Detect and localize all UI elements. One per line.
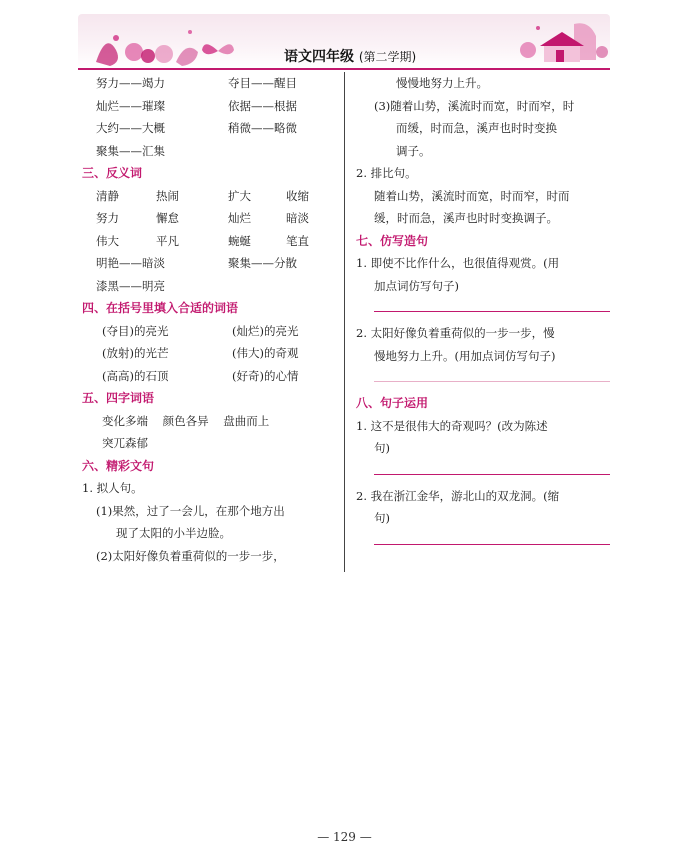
section-8-title: 八、句子运用 (356, 396, 429, 410)
synonym-pair: 大约——大概 (96, 121, 165, 135)
antonym-word: 清静 (96, 188, 119, 203)
answer-line: 缓，时而急，溪声也时时变换调子。 (374, 211, 558, 225)
answer-line: 现了太阳的小半边脸。 (116, 526, 231, 540)
synonym-pair: 努力——竭力 (96, 76, 165, 90)
antonym-word: 笔直 (286, 233, 309, 248)
page-header (78, 14, 610, 72)
four-char-line: 变化多端 颜色各异 盘曲而上 (102, 413, 270, 428)
house-deco-icon (514, 16, 610, 68)
answer-line: 随着山势，溪流时而宽，时而窄，时而 (374, 188, 570, 203)
answer-line: (1)果然，过了一会儿，在那个地方出 (96, 503, 285, 518)
synonym-pair: 稍微——略微 (228, 121, 297, 135)
antonym-row (82, 207, 340, 230)
fill-row (82, 320, 340, 343)
answer-blank[interactable] (374, 474, 610, 475)
fill-item: (灿烂)的亮光 (232, 323, 299, 338)
fill-row (82, 365, 340, 388)
header-rule (78, 68, 610, 70)
antonym-pair: 明艳——暗淡 (96, 256, 165, 270)
antonym-pair: 聚集——分散 (228, 256, 297, 270)
fill-row (82, 342, 340, 365)
question-line: 2. 我在浙江金华，游北山的双龙洞。(缩 (356, 488, 560, 503)
butterfly-deco-icon (198, 36, 238, 66)
antonym-word: 灿烂 (228, 211, 251, 225)
answer-line: (3)随着山势，溪流时而宽，时而窄，时 (374, 98, 575, 113)
fill-item: (高高)的石顶 (102, 368, 169, 383)
antonym-row (82, 230, 340, 253)
answer-blank[interactable] (374, 311, 610, 312)
header-title (284, 46, 416, 66)
flower-deco-left-icon (86, 22, 206, 68)
answer-line: 调子。 (396, 143, 431, 158)
antonym-row (82, 185, 340, 208)
antonym-word: 扩大 (228, 188, 251, 203)
question-line: 1. 这不是很伟大的奇观吗？(改为陈述 (356, 418, 548, 433)
synonym-pair: 夺目——醒目 (228, 76, 297, 90)
answer-blank[interactable] (374, 381, 610, 382)
book-title: 语文四年级 (284, 49, 354, 65)
antonym-word: 平凡 (156, 233, 179, 248)
fill-item: (好奇)的心情 (232, 368, 299, 383)
antonym-row (82, 252, 340, 275)
antonym-word: 伟大 (96, 233, 119, 248)
synonym-row (82, 117, 340, 140)
antonym-word: 暗淡 (286, 211, 309, 225)
antonym-word: 懈怠 (156, 211, 179, 225)
section-6-title: 六、精彩文句 (82, 458, 155, 473)
synonym-pair: 依据——根据 (228, 98, 297, 113)
antonym-pair: 漆黑——明亮 (96, 278, 165, 293)
section-4-title: 四、在括号里填入合适的词语 (82, 301, 239, 315)
synonym-row (82, 95, 340, 118)
question-line: 慢地努力上升。(用加点词仿写句子) (374, 348, 556, 363)
section-7-title: 七、仿写造句 (356, 233, 429, 248)
question-line: 句) (374, 511, 390, 525)
antonym-word: 努力 (96, 211, 119, 225)
synonym-pair: 聚集——汇集 (96, 143, 165, 158)
answer-blank[interactable] (374, 544, 610, 545)
synonym-row (82, 140, 340, 163)
question-line: 加点词仿写句子) (374, 278, 459, 293)
page-number: — 129 — (317, 830, 372, 844)
antonym-word: 蜿蜒 (228, 233, 251, 248)
column-divider (344, 72, 345, 572)
four-char-line: 突兀森郁 (102, 436, 148, 450)
antonym-row (82, 275, 340, 298)
answer-line: (2)太阳好像负着重荷似的一步一步， (96, 548, 285, 563)
question-line: 句) (374, 441, 390, 455)
fill-item: (伟大)的奇观 (232, 346, 299, 360)
question-line: 2. 排比句。 (356, 166, 417, 180)
section-3-title: 三、反义词 (82, 166, 143, 180)
fill-item: (放射)的光芒 (102, 346, 169, 360)
antonym-word: 收缩 (286, 188, 309, 203)
question-line: 2. 太阳好像负着重荷似的一步一步，慢 (356, 326, 555, 340)
synonym-pair: 灿烂——璀璨 (96, 98, 165, 113)
book-subtitle: (第二学期) (358, 50, 417, 64)
answer-line: 而缓，时而急，溪声也时时变换 (396, 121, 557, 135)
right-column (356, 72, 610, 555)
left-column (82, 72, 340, 567)
antonym-word: 热闹 (156, 188, 179, 203)
question-line: 1. 拟人句。 (82, 481, 143, 495)
synonym-row (82, 72, 340, 95)
answer-line: 慢慢地努力上升。 (396, 76, 488, 90)
section-5-title: 五、四字词语 (82, 391, 155, 405)
fill-item: (夺目)的亮光 (102, 323, 169, 338)
question-line: 1. 即使不比作什么，也很值得观赏。(用 (356, 256, 560, 270)
